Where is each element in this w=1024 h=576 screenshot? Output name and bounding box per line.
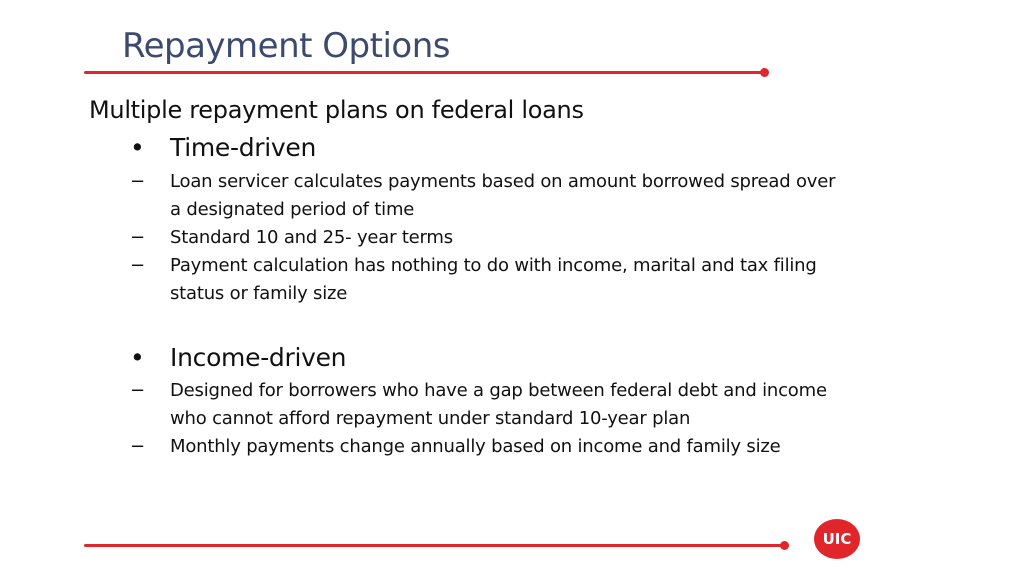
bullet-time-driven [130, 133, 316, 162]
bullet-income-driven [130, 343, 346, 372]
dash-icon: − [130, 436, 145, 457]
divider-dot [780, 541, 789, 550]
slide-heading: Multiple repayment plans on federal loans [89, 96, 584, 124]
uic-logo: UIC [814, 519, 860, 559]
bullet-icon: • [130, 133, 145, 162]
divider-dot [760, 68, 769, 77]
bullet-icon: • [130, 343, 145, 372]
list-item [130, 224, 850, 252]
bullet-label: Income-driven [170, 343, 347, 372]
list-item [130, 252, 850, 308]
bottom-divider [84, 544, 784, 547]
list-item-text: Payment calculation has nothing to do with income, marital and tax filing status or family size [170, 255, 817, 304]
list-item [130, 433, 850, 461]
list-item-text: Designed for borrowers who have a gap between federal debt and income who cannot afford repayment under standard 10-year plan [170, 380, 827, 429]
slide-title: Repayment Options [122, 26, 450, 66]
list-item-text: Loan servicer calculates payments based on amount borrowed spread over a designated period of time [170, 171, 836, 220]
list-item-text: Standard 10 and 25- year terms [170, 227, 453, 248]
dash-icon: − [130, 171, 145, 192]
bullet-label: Time-driven [170, 133, 317, 162]
list-item-text: Monthly payments change annually based on income and family size [170, 436, 781, 457]
dash-icon: − [130, 255, 145, 276]
top-divider [84, 71, 764, 74]
list-item [130, 377, 850, 433]
list-item [130, 168, 850, 224]
dash-icon: − [130, 380, 145, 401]
dash-icon: − [130, 227, 145, 248]
